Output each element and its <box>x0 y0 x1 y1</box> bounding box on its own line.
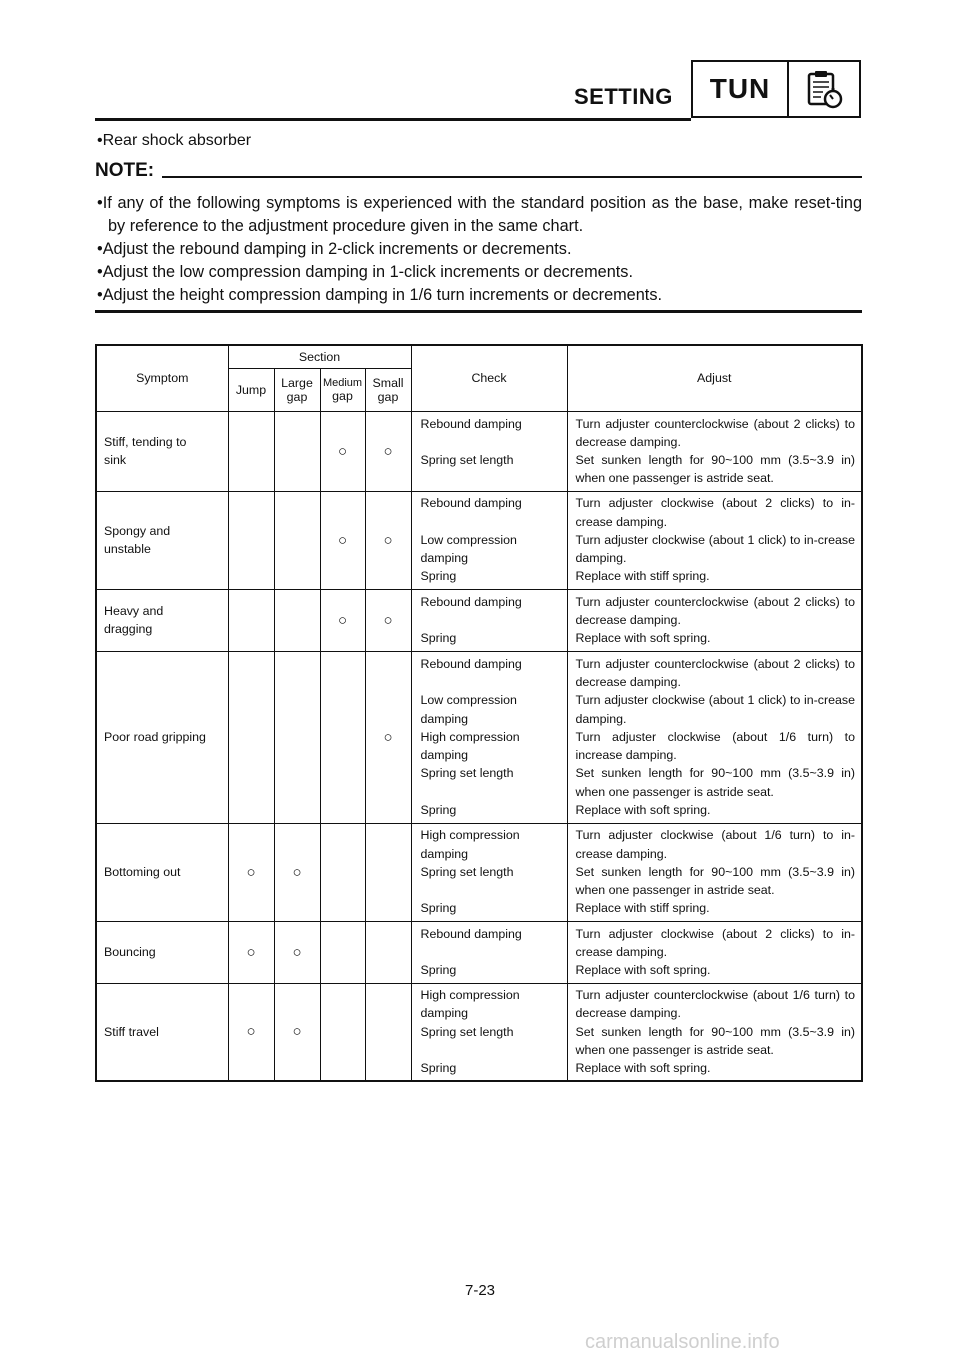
header-large-gap: Large gap <box>274 368 320 411</box>
table-row <box>96 823 862 921</box>
adjust-cell: Turn adjuster clockwise (about 2 clicks) to in-crease damping. Turn adjuster clockwise (about 1 click) to in-crease damping. Replace with stiff spring. <box>567 491 862 589</box>
mark-medium-gap <box>320 651 365 823</box>
header-adjust: Adjust <box>567 345 862 411</box>
mark-jump <box>228 411 274 491</box>
note-item: •Adjust the rebound damping in 2-click increments or decrements. <box>97 240 572 258</box>
header-jump: Jump <box>228 368 274 411</box>
note-item: •Adjust the height compression damping in 1/6 turn increments or decrements. <box>97 286 662 304</box>
mark-small-gap: ○ <box>365 589 411 651</box>
note-item: •Adjust the low compression damping in 1-click increments or decrements. <box>97 263 633 281</box>
mark-large-gap <box>274 589 320 651</box>
mark-large-gap: ○ <box>274 983 320 1081</box>
symptom-cell: Stiff travel <box>96 983 228 1081</box>
mark-jump: ○ <box>228 823 274 921</box>
table-row <box>96 491 862 589</box>
check-cell: High compression damping Spring set length Spring <box>411 823 567 921</box>
adjust-cell: Turn adjuster counterclockwise (about 1/6 turn) to decrease damping. Set sunken length for 90~100 mm (3.5~3.9 in) when one passenger is astride seat. Replace with soft spring. <box>567 983 862 1081</box>
table-row <box>96 921 862 983</box>
mark-large-gap: ○ <box>274 823 320 921</box>
symptom-cell: Poor road gripping <box>96 651 228 823</box>
symptom-cell: Spongy and unstable <box>96 491 228 589</box>
check-cell: Rebound damping Spring <box>411 921 567 983</box>
table-row <box>96 589 862 651</box>
header-small-gap: Small gap <box>365 368 411 411</box>
mark-jump: ○ <box>228 983 274 1081</box>
section-tab-label: TUN <box>693 62 789 116</box>
header-check: Check <box>411 345 567 411</box>
mark-small-gap <box>365 983 411 1081</box>
header-rule <box>95 118 691 121</box>
mark-jump <box>228 651 274 823</box>
clipboard-stopwatch-icon <box>789 62 859 116</box>
mark-large-gap: ○ <box>274 921 320 983</box>
note-bottom-rule <box>95 310 862 313</box>
check-cell: Rebound damping Low compression damping High compression damping Spring set length Spring <box>411 651 567 823</box>
mark-small-gap: ○ <box>365 651 411 823</box>
intro-bullet: •Rear shock absorber <box>97 132 252 149</box>
symptom-cell: Stiff, tending to sink <box>96 411 228 491</box>
mark-small-gap <box>365 823 411 921</box>
note-item: •If any of the following symptoms is experienced with the standard position as the base, make reset-ting by reference to the adjustment procedure given in the same chart. <box>97 194 862 235</box>
check-cell: Rebound damping Low compression damping Spring <box>411 491 567 589</box>
check-cell: High compression damping Spring set length Spring <box>411 983 567 1081</box>
table-row <box>96 411 862 491</box>
mark-small-gap: ○ <box>365 491 411 589</box>
mark-small-gap: ○ <box>365 411 411 491</box>
section-tab <box>691 60 861 118</box>
header-medium-gap: Medium gap <box>320 368 365 411</box>
note-block <box>95 160 862 307</box>
header-section: Section <box>228 345 411 368</box>
symptom-cell: Bottoming out <box>96 823 228 921</box>
mark-medium-gap <box>320 921 365 983</box>
header-symptom: Symptom <box>96 345 228 411</box>
table-row <box>96 983 862 1081</box>
mark-large-gap <box>274 491 320 589</box>
section-title: SETTING <box>574 84 673 109</box>
adjust-cell: Turn adjuster counterclockwise (about 2 clicks) to decrease damping. Replace with soft spring. <box>567 589 862 651</box>
table-row <box>96 651 862 823</box>
note-heading <box>95 160 862 182</box>
adjust-cell: Turn adjuster counterclockwise (about 2 clicks) to decrease damping. Turn adjuster clockwise (about 1 click) to in-crease damping. Turn adjuster clockwise (about 1/6 turn) to increase damping. Set sunken length for 90~100 mm (3.5~3.9 in) when one passenger is astride seat. Replace with soft spring. <box>567 651 862 823</box>
note-rule <box>162 176 862 178</box>
adjust-cell: Turn adjuster clockwise (about 2 clicks) to in-crease damping. Replace with soft spring. <box>567 921 862 983</box>
check-cell: Rebound damping Spring <box>411 589 567 651</box>
mark-jump: ○ <box>228 921 274 983</box>
mark-large-gap <box>274 411 320 491</box>
mark-large-gap <box>274 651 320 823</box>
mark-jump <box>228 589 274 651</box>
suspension-tuning-table <box>95 344 863 1082</box>
adjust-cell: Turn adjuster clockwise (about 1/6 turn) to in-crease damping. Set sunken length for 90~100 mm (3.5~3.9 in) when one passenger in astride seat. Replace with stiff spring. <box>567 823 862 921</box>
symptom-cell: Bouncing <box>96 921 228 983</box>
adjust-cell: Turn adjuster counterclockwise (about 2 clicks) to decrease damping. Set sunken length for 90~100 mm (3.5~3.9 in) when one passenger is astride seat. <box>567 411 862 491</box>
watermark: carmanualsonline.info <box>585 1331 780 1353</box>
mark-medium-gap: ○ <box>320 589 365 651</box>
check-cell: Rebound damping Spring set length <box>411 411 567 491</box>
mark-small-gap <box>365 921 411 983</box>
mark-jump <box>228 491 274 589</box>
mark-medium-gap: ○ <box>320 411 365 491</box>
symptom-cell: Heavy and dragging <box>96 589 228 651</box>
note-label: NOTE: <box>95 160 155 181</box>
page-number: 7-23 <box>464 1282 496 1299</box>
mark-medium-gap <box>320 823 365 921</box>
mark-medium-gap <box>320 983 365 1081</box>
note-list <box>95 192 862 307</box>
mark-medium-gap: ○ <box>320 491 365 589</box>
